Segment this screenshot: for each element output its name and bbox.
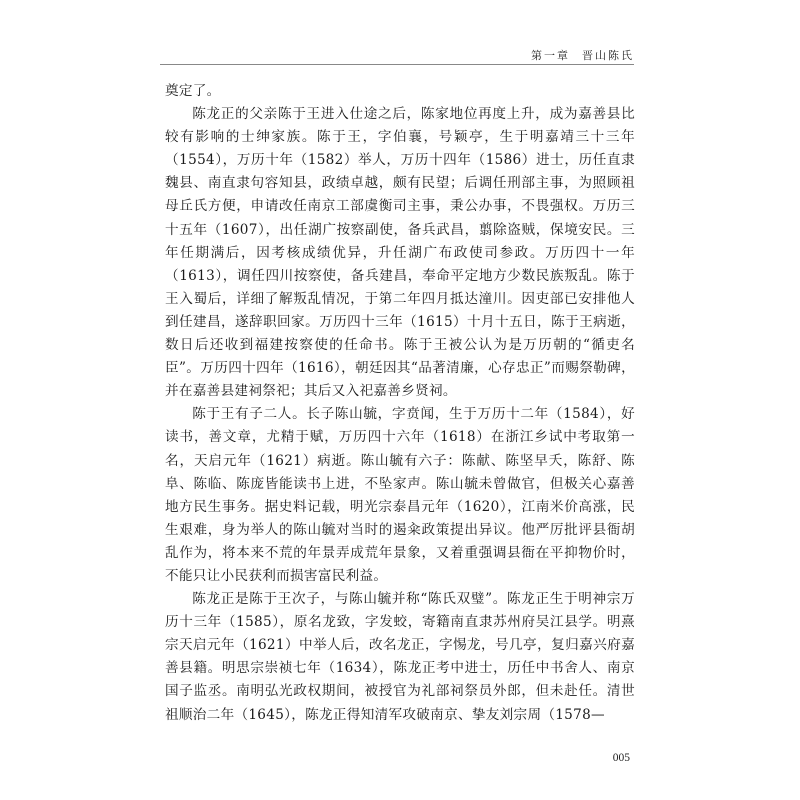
paragraph-chen-longzheng: 陈龙正是陈于王次子，与陈山毓并称“陈氏双璧”。陈龙正生于明神宗万历十三年（1585），原名龙致，字发蛟，寄籍南直隶苏州府吴江县学。明熹宗天启元年（1621）中举人后，改名龙正，字惕龙，号几亭，复归嘉兴府嘉善县籍。明思宗崇祯七年（1634），陈龙正考中进士，历任中书舍人、南京国子监丞。南明弘光政权期间，被授官为礼部祠祭员外郎，但未赴任。清世祖顺治二年（1645），陈龙正得知清军攻破南京、挚友刘宗周（1578—: [165, 591, 635, 723]
running-header: [531, 47, 634, 63]
chapter-title: 晋山陈氏: [582, 49, 634, 62]
chapter-label: 第一章: [531, 49, 570, 62]
header-divider: [160, 64, 634, 65]
paragraph-chen-yuwang: 陈龙正的父亲陈于王进入仕途之后，陈家地位再度上升，成为嘉善县比较有影响的士绅家族。陈于王，字伯襄，号颖亭，生于明嘉靖三十三年（1554），万历十年（1582）举人，万历十四年（1586）进士，历任直隶魏县、南直隶句容知县，政绩卓越，颇有民望；后调任刑部主事，为照顾祖母丘氏方便，申请改任南京工部虞衡司主事，秉公办事，不畏强权。万历三十五年（1607），出任湖广按察副使，备兵武昌，翦除盗贼，保境安民。三年任期满后，因考核成绩优异，升任湖广布政使司参政。万历四十一年（1613），调任四川按察使，备兵建昌，奉命平定地方少数民族叛乱。陈于王入蜀后，详细了解叛乱情况，于第二年四月抵达潼川。因吏部已安排他人到任建昌，遂辞职回家。万历四十三年（1615）十月十五日，陈于王病逝，数日后还收到福建按察使的任命书。陈于王被公认为是万历朝的“循吏名臣”。万历四十四年（1616），朝廷因其“品著清廉，心存忠正”而赐祭勒碑，并在嘉善县建祠祭祀；其后又入祀嘉善乡贤祠。: [165, 106, 635, 400]
paragraph-chen-shanyu: 陈于王有子二人。长子陈山毓，字贲闻，生于万历十二年（1584），好读书，善文章，尤精于赋，万历四十六年（1618）在浙江乡试中考取第一名，天启元年（1621）病逝。陈山毓有六子：陈献、陈坚早夭，陈舒、陈阜、陈临、陈庞皆能读书上进，不坠家声。陈山毓未曾做官，但极关心嘉善地方民生事务。据史料记载，明光宗泰昌元年（1620），江南米价高涨，民生艰难，身为举人的陈山毓对当时的遏籴政策提出异议。他严厉批评县衙胡乱作为，将本来不荒的年景弄成荒年景象，又着重强调县衙在平抑物价时，不能只让小民获利而损害富民利益。: [165, 406, 635, 584]
page-number: 005: [612, 752, 630, 764]
body-text: [165, 80, 635, 727]
paragraph-continuation: 奠定了。: [165, 83, 221, 99]
